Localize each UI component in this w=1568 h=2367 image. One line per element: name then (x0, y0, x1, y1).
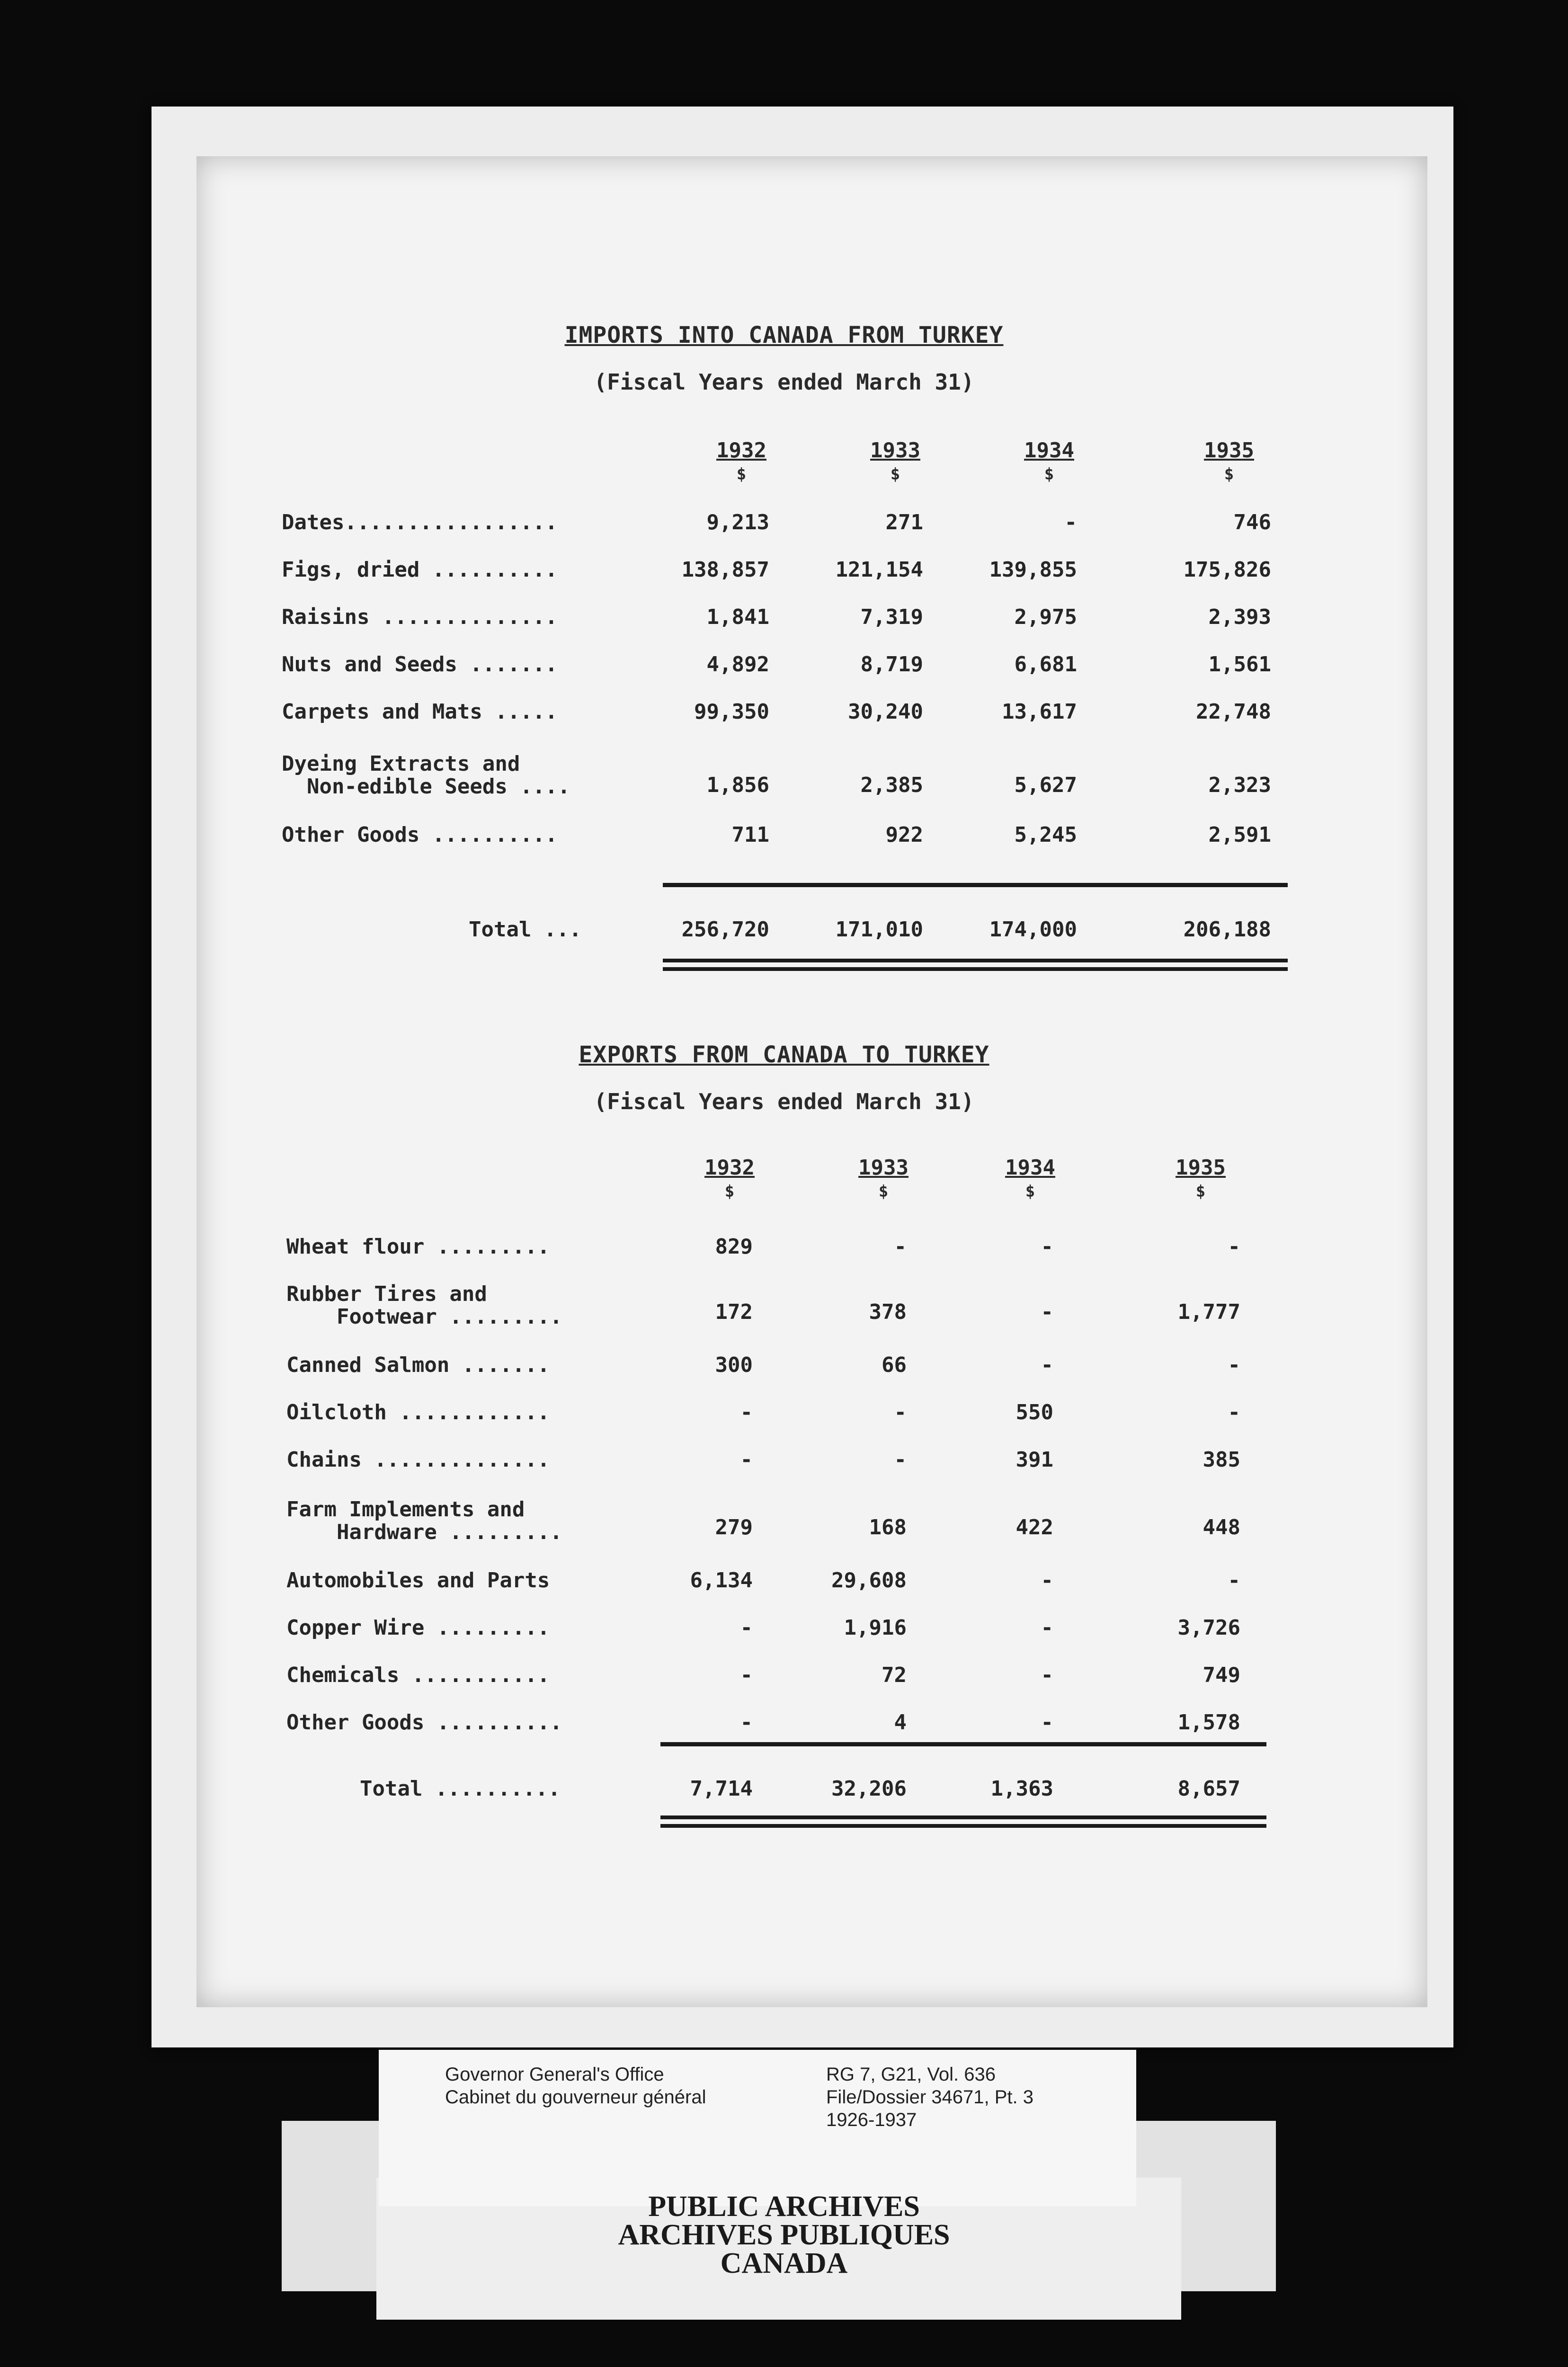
row-value: 422 (1016, 1515, 1053, 1539)
row-value: 2,393 (1208, 605, 1271, 629)
row-value: - (894, 1400, 907, 1424)
row-value: - (740, 1663, 753, 1687)
row-value: 1,916 (844, 1616, 907, 1640)
row-label: Wheat flour ......... (286, 1235, 550, 1259)
row-value: 5,245 (1014, 823, 1077, 847)
row-value: - (894, 1235, 907, 1259)
row-value: 66 (882, 1353, 907, 1377)
row-value: 4 (894, 1710, 907, 1735)
row-value: 279 (715, 1515, 753, 1539)
exports-unit-1934: $ (1025, 1182, 1035, 1201)
row-label: Figs, dried .......... (282, 558, 558, 582)
imports-year-1935: 1935 (1204, 438, 1254, 463)
row-value: 385 (1203, 1448, 1240, 1472)
row-value: - (1064, 510, 1077, 534)
total-value: 7,714 (690, 1777, 753, 1801)
exports-double-rule-top (660, 1815, 1266, 1819)
imports-unit-1933: $ (890, 465, 900, 484)
imports-year-1933: 1933 (870, 438, 920, 463)
row-value: 1,777 (1177, 1300, 1240, 1324)
row-value: - (1228, 1400, 1240, 1424)
row-value: 22,748 (1196, 700, 1271, 724)
exports-double-rule-bottom (660, 1824, 1266, 1828)
row-value: - (1041, 1568, 1053, 1593)
row-value: - (740, 1616, 753, 1640)
row-label: Canned Salmon ....... (286, 1353, 550, 1377)
row-label: Oilcloth ............ (286, 1400, 550, 1424)
imports-year-1934: 1934 (1024, 438, 1074, 463)
row-value: 550 (1016, 1400, 1053, 1424)
row-value: 2,323 (1208, 773, 1271, 797)
row-value: 448 (1203, 1515, 1240, 1539)
row-value: 6,681 (1014, 652, 1077, 676)
date-range: 1926-1937 (826, 2109, 917, 2130)
row-value: - (1041, 1300, 1053, 1324)
row-value: - (1228, 1568, 1240, 1593)
total-value: 1,363 (990, 1777, 1053, 1801)
record-group-reference: RG 7, G21, Vol. 636 (826, 2064, 996, 2085)
total-label: Total .......... (360, 1777, 561, 1801)
imports-unit-1935: $ (1224, 465, 1234, 484)
row-value: 172 (715, 1300, 753, 1324)
row-label: Rubber Tires and Footwear ......... (286, 1282, 562, 1329)
exports-title: EXPORTS FROM CANADA TO TURKEY (579, 1041, 989, 1068)
row-label: Other Goods .......... (282, 823, 558, 847)
exports-unit-1932: $ (724, 1182, 735, 1201)
imports-year-1932: 1932 (716, 438, 766, 463)
row-label: Automobiles and Parts (286, 1568, 550, 1593)
row-value: - (740, 1400, 753, 1424)
imports-unit-1932: $ (736, 465, 747, 484)
row-value: 99,350 (694, 700, 769, 724)
row-label: Raisins .............. (282, 605, 558, 629)
row-value: 391 (1016, 1448, 1053, 1472)
exports-year-1935: 1935 (1176, 1156, 1226, 1180)
row-label: Dates................. (282, 510, 558, 534)
total-value: 171,010 (835, 917, 923, 942)
total-value: 32,206 (831, 1777, 907, 1801)
stamp-line-3: CANADA (720, 2247, 848, 2279)
row-value: 746 (1233, 510, 1271, 534)
row-value: 3,726 (1177, 1616, 1240, 1640)
row-value: 29,608 (831, 1568, 907, 1593)
exports-subtitle: (Fiscal Years ended March 31) (594, 1089, 974, 1114)
row-label: Chains .............. (286, 1448, 550, 1472)
row-value: 749 (1203, 1663, 1240, 1687)
row-value: - (1228, 1353, 1240, 1377)
total-value: 256,720 (681, 917, 769, 942)
file-reference: File/Dossier 34671, Pt. 3 (826, 2087, 1033, 2108)
row-value: 922 (885, 823, 923, 847)
row-value: - (1041, 1616, 1053, 1640)
row-value: 1,841 (706, 605, 769, 629)
imports-subtitle: (Fiscal Years ended March 31) (594, 369, 974, 395)
row-value: 30,240 (848, 700, 923, 724)
row-label: Other Goods .......... (286, 1710, 562, 1735)
row-value: - (1041, 1663, 1053, 1687)
row-value: 300 (715, 1353, 753, 1377)
row-value: 1,578 (1177, 1710, 1240, 1735)
row-value: 4,892 (706, 652, 769, 676)
row-value: 378 (869, 1300, 907, 1324)
row-value: 829 (715, 1235, 753, 1259)
row-value: 711 (731, 823, 769, 847)
row-value: - (1041, 1710, 1053, 1735)
row-label: Chemicals ........... (286, 1663, 550, 1687)
row-value: 139,855 (989, 558, 1077, 582)
row-label: Farm Implements and Hardware ......... (286, 1497, 562, 1544)
total-label: Total ... (469, 917, 582, 942)
exports-unit-1935: $ (1195, 1182, 1206, 1201)
row-value: 72 (882, 1663, 907, 1687)
exports-total-rule (660, 1742, 1266, 1746)
row-value: 2,385 (860, 773, 923, 797)
row-value: 6,134 (690, 1568, 753, 1593)
imports-double-rule-bottom (663, 967, 1288, 971)
row-value: 271 (885, 510, 923, 534)
row-value: 2,591 (1208, 823, 1271, 847)
total-value: 206,188 (1183, 917, 1271, 942)
row-value: 121,154 (835, 558, 923, 582)
row-value: 175,826 (1183, 558, 1271, 582)
row-value: 1,856 (706, 773, 769, 797)
imports-unit-1934: $ (1044, 465, 1054, 484)
row-label: Copper Wire ......... (286, 1616, 550, 1640)
imports-title: IMPORTS INTO CANADA FROM TURKEY (564, 322, 1004, 348)
row-value: 7,319 (860, 605, 923, 629)
row-label: Carpets and Mats ..... (282, 700, 558, 724)
exports-year-1933: 1933 (858, 1156, 909, 1180)
row-value: 168 (869, 1515, 907, 1539)
office-name-fr: Cabinet du gouverneur général (445, 2087, 706, 2108)
row-value: - (1041, 1235, 1053, 1259)
total-value: 8,657 (1177, 1777, 1240, 1801)
row-label: Nuts and Seeds ....... (282, 652, 558, 676)
stamp-line-2: ARCHIVES PUBLIQUES (618, 2219, 950, 2251)
exports-year-1934: 1934 (1005, 1156, 1055, 1180)
total-value: 174,000 (989, 917, 1077, 942)
row-value: 1,561 (1208, 652, 1271, 676)
imports-total-rule (663, 883, 1288, 887)
exports-unit-1933: $ (878, 1182, 889, 1201)
stamp-line-1: PUBLIC ARCHIVES (648, 2190, 920, 2223)
office-name-en: Governor General's Office (445, 2064, 664, 2085)
row-value: - (740, 1710, 753, 1735)
row-value: 5,627 (1014, 773, 1077, 797)
row-value: 13,617 (1002, 700, 1077, 724)
row-value: 138,857 (681, 558, 769, 582)
archive-reference-card (379, 2050, 1136, 2206)
imports-double-rule-top (663, 959, 1288, 962)
row-value: - (1228, 1235, 1240, 1259)
row-value: 8,719 (860, 652, 923, 676)
row-value: 2,975 (1014, 605, 1077, 629)
row-label: Dyeing Extracts and Non-edible Seeds .... (282, 752, 570, 799)
row-value: - (740, 1448, 753, 1472)
exports-year-1932: 1932 (704, 1156, 755, 1180)
row-value: - (1041, 1353, 1053, 1377)
row-value: 9,213 (706, 510, 769, 534)
row-value: - (894, 1448, 907, 1472)
